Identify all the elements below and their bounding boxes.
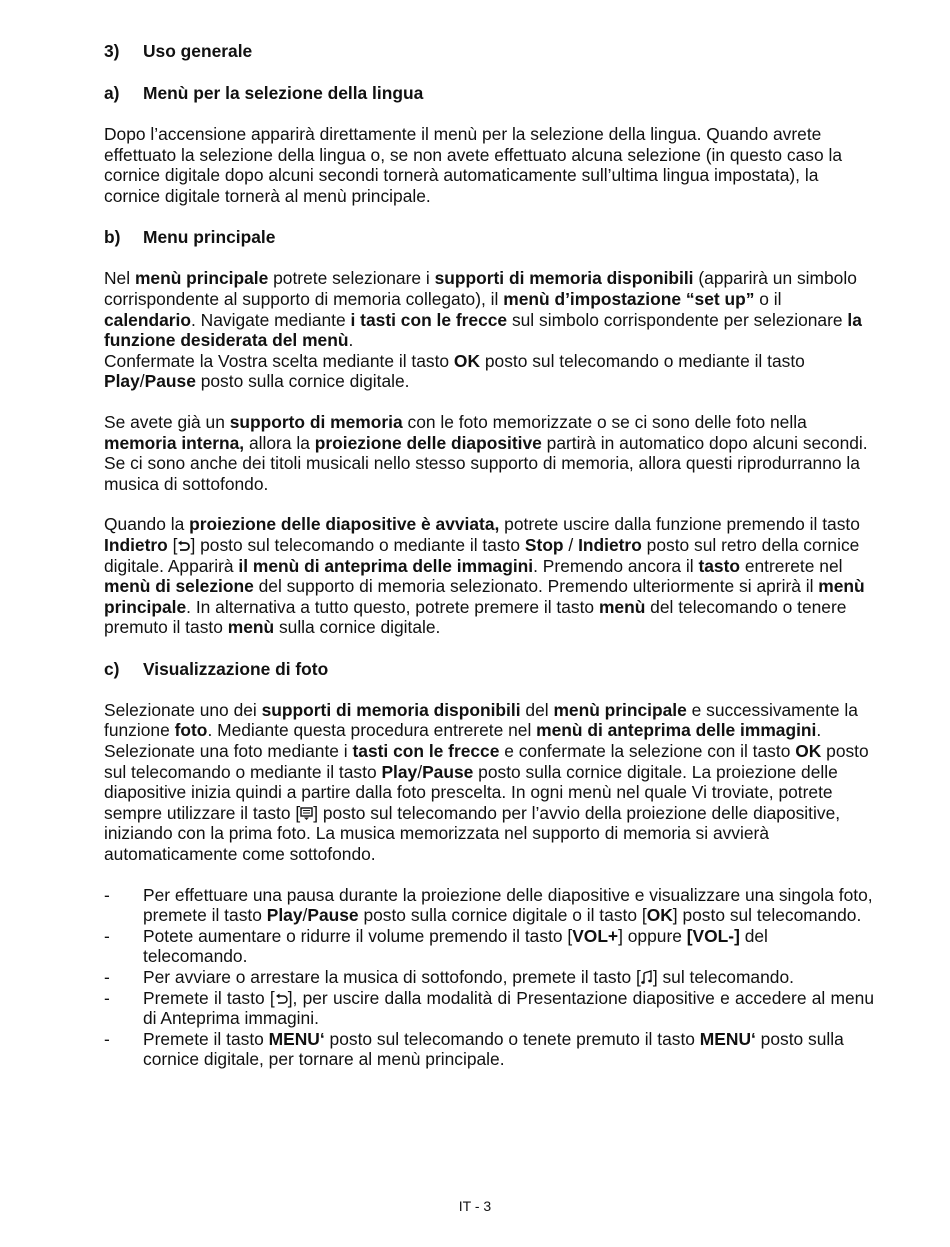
slideshow-icon [300, 807, 313, 821]
page-number: IT - 3 [458, 1198, 492, 1214]
document-page [104, 40, 874, 1070]
list-item-music: - Per avviare o arrestare la musica di sottofondo, premete il tasto [ ] sul telecomando. [104, 967, 794, 987]
subsection-heading-c: c) Visualizzazione di foto [104, 658, 329, 679]
list-item-back: - Premete il tasto [ ], per uscire dalla modalità di Presentazione diapositive e accedere al menu di Anteprima immagini. [104, 987, 875, 1029]
list-item-menu: - Premete il tasto MENU‘ posto sul telecomando o tenete premuto il tasto MENU‘ posto sulla cornice digitale, per tornare al menù principale. [104, 1028, 844, 1070]
music-note-icon [641, 970, 653, 985]
list-item-pause: - Per effettuare una pausa durante la proiezione delle diapositive e visualizzare una singola foto, premete il tasto Play/Pause posto sulla cornice digitale o il tasto [OK] posto sul telecomando. [104, 884, 873, 926]
paragraph-language: Dopo l’accensione apparirà direttamente il menù per la selezione della lingua. Quando avrete effettuato la selezione della lingua o, se non avete effettuato alcuna selezione (in questo caso la cornice digitale dopo alcuni secondi tornerà automaticamente sull’ultima lingua impostata), la cornice digitale tornerà al menù principale. [104, 124, 843, 206]
back-arrow-icon [177, 540, 190, 553]
subsection-heading-a: a) Menù per la selezione della lingua [104, 83, 424, 103]
section-heading-3: 3) Uso generale [104, 41, 253, 61]
paragraph-memory: Se avete già un supporto di memoria con le foto memorizzate o se ci sono delle foto nella memoria interna, allora la proiezione delle diapositive partirà in automatico dopo alcuni secondi. Se ci sono anche dei titoli musicali nello stesso supporto di memoria, allora questi riprodurranno la musica di sottofondo. [104, 411, 868, 494]
subsection-heading-b: b) Menu principale [104, 227, 276, 248]
paragraph-main-menu: Nel menù principale potrete selezionare i supporti di memoria disponibili (apparirà un simbolo corrispondente al supporto di memoria collegato), il menù d’impostazione “set up” o il calendario. Navigate mediante i tasti con le frecce sul simbolo corrispondente per selezionare la funzione desiderata del menù. Confermate la Vostra scelta mediante il tasto OK posto sul telecomando o mediante il tasto Play/Pause posto sulla cornice digitale. [104, 268, 862, 392]
paragraph-slideshow: Quando la proiezione delle diapositive è avviata, potrete uscire dalla funzione premendo il tasto Indietro [ ] posto sul telecomando o mediante il tasto Stop / Indietro posto sul retro della cornice digitale. Apparirà il menù di anteprima delle immagini. Premendo ancora il tasto entrerete nel menù di selezione del supporto di memoria selezionato. Premendo ulteriormente si aprirà il menù principale. In alternativa a tutto questo, potrete premere il tasto menù del telecomando o tenere premuto il tasto menù sulla cornice digitale. [104, 514, 865, 638]
back-arrow-icon [275, 993, 288, 1006]
list-item-volume: - Potete aumentare o ridurre il volume premendo il tasto [VOL+] oppure [VOL-] del telecomando. [104, 925, 768, 967]
paragraph-photo-view: Selezionate uno dei supporti di memoria disponibili del menù principale e successivamente la funzione foto. Mediante questa procedura entrerete nel menù di anteprima delle immagini. Selezionate una foto mediante i tasti con le frecce e confermate la selezione con il tasto OK posto sul telecomando o mediante il tasto Play/Pause posto sulla cornice digitale. La proiezione delle diapositive inizia quindi a partire dalla foto prescelta. In ogni menù nel quale Vi troviate, potrete sempre utilizzare il tasto [ ] posto sul telecomando per l’avvio della proiezione delle diapositive, iniziando con la prima foto. La musica memorizzata nel supporto di memoria si avvierà automaticamente come sottofondo. [104, 699, 869, 865]
